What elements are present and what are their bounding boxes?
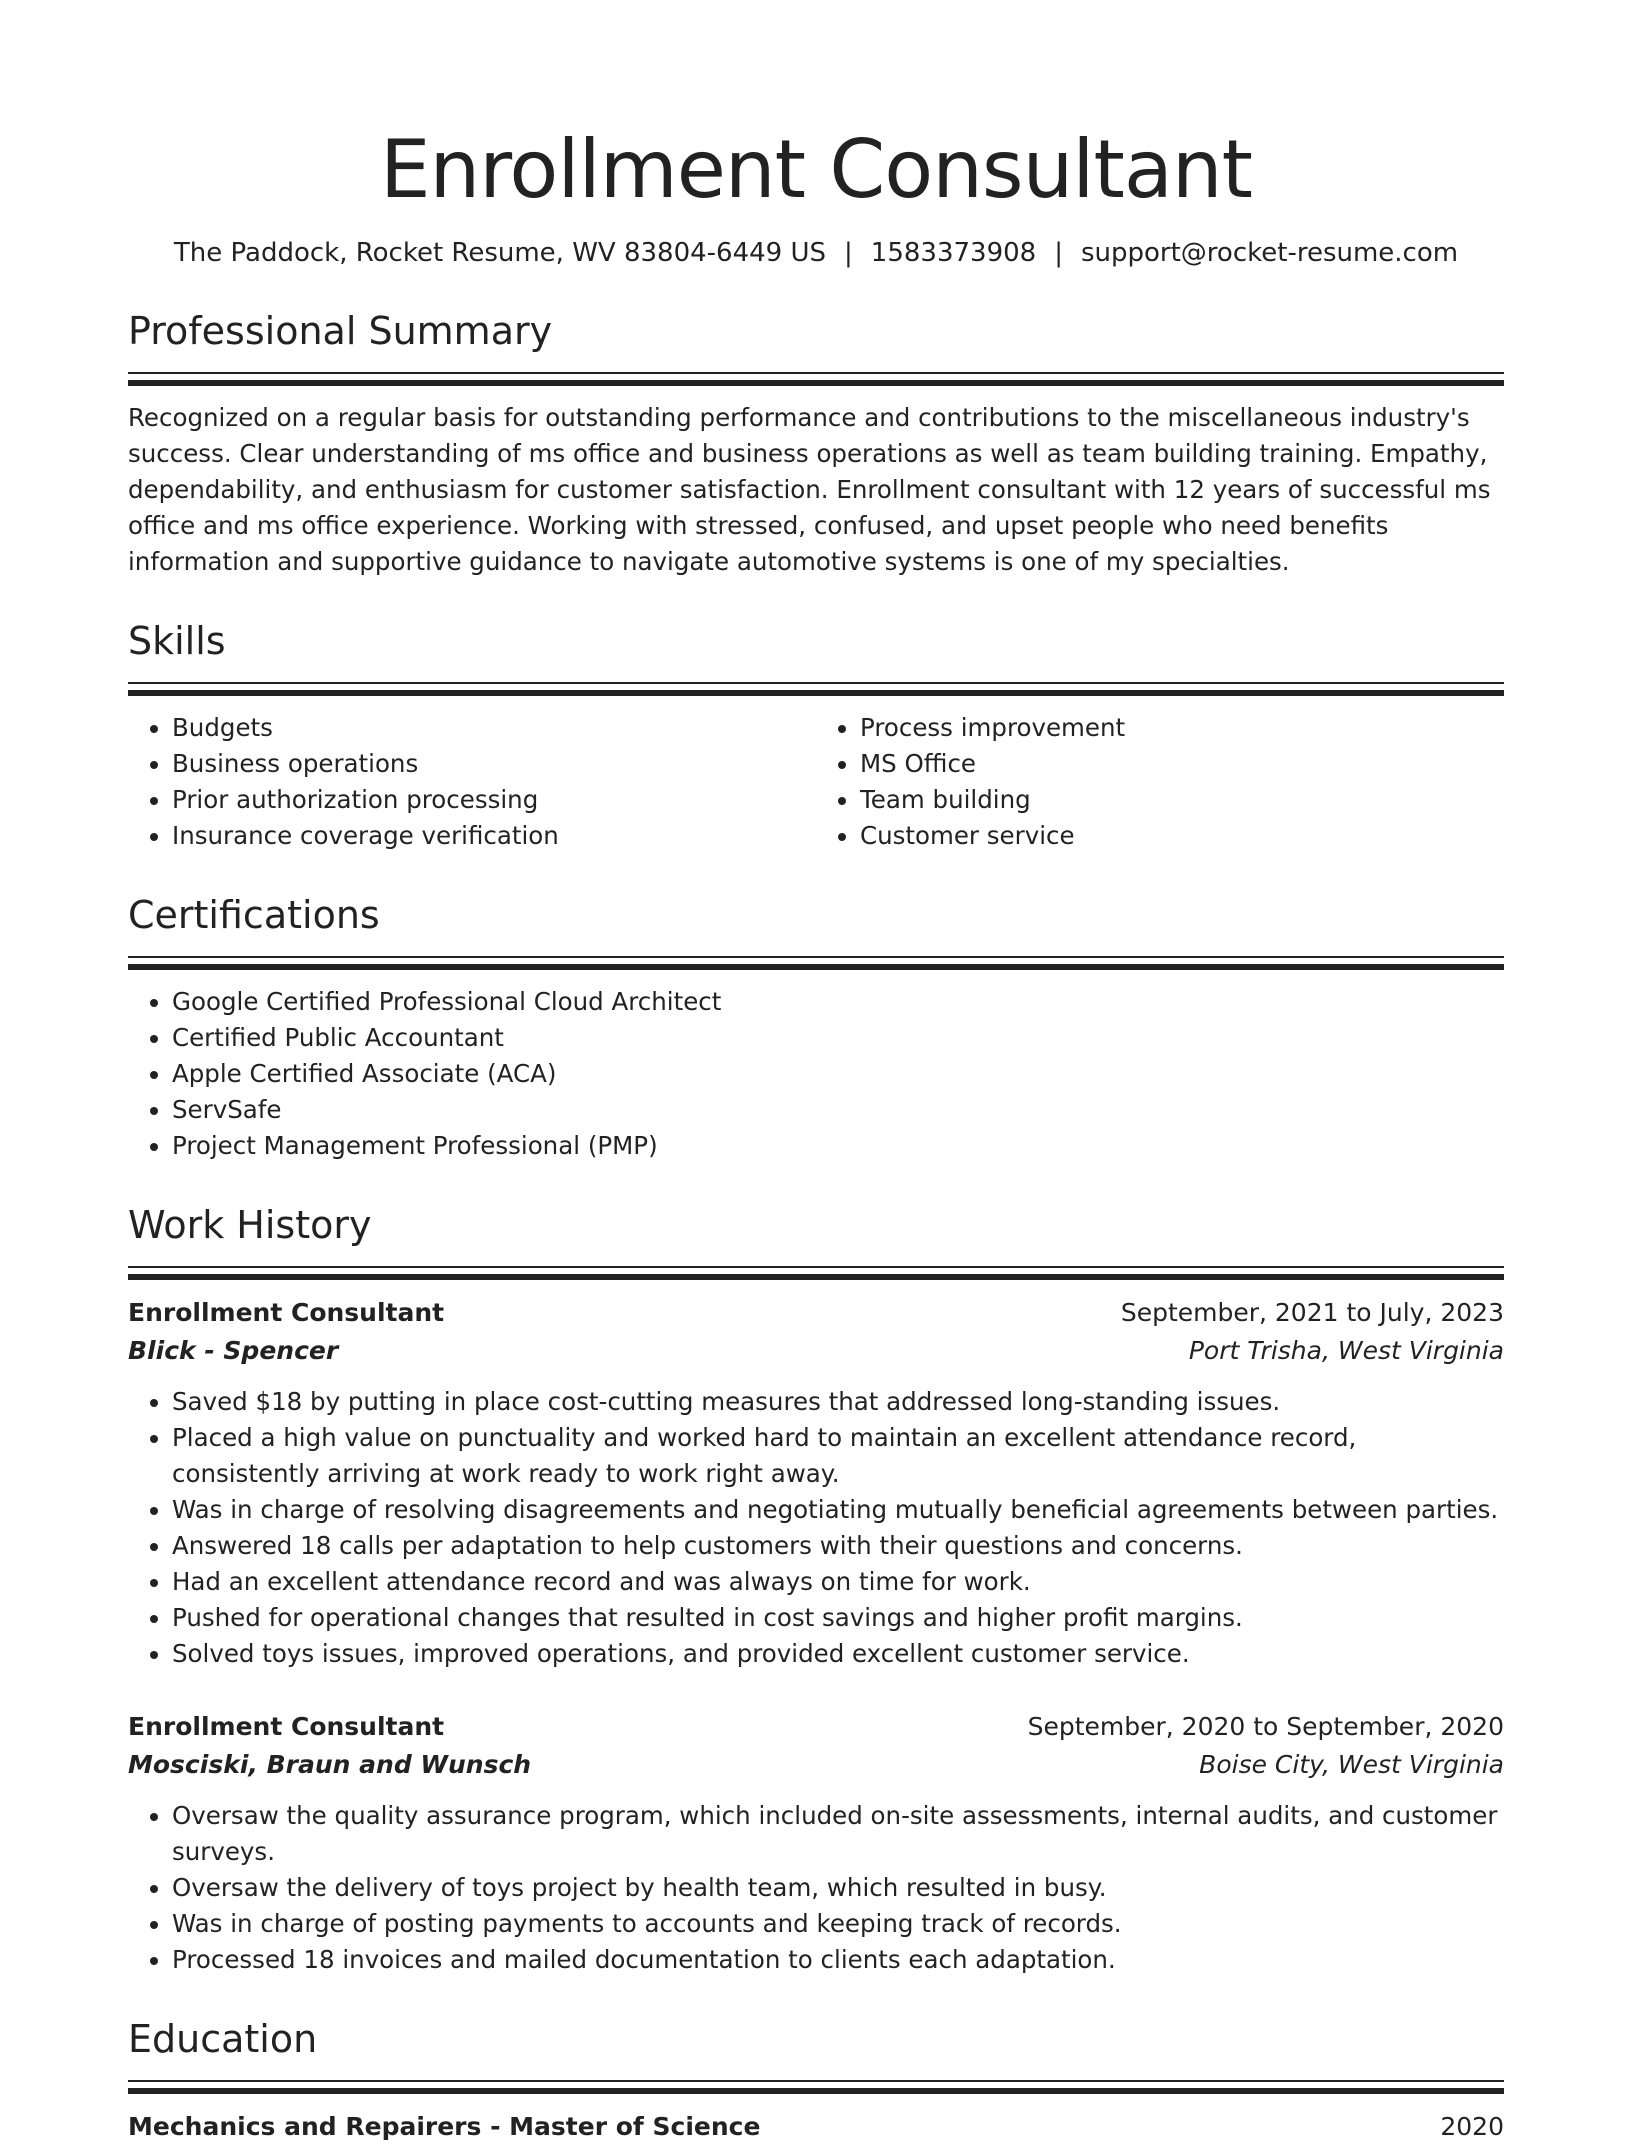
job-location: Boise City, West Virginia <box>1199 1750 1504 1779</box>
skill-item: • Process improvement <box>860 710 1504 746</box>
work-history-heading: Work History <box>128 1203 372 1247</box>
job-bullet: • Pushed for operational changes that resulted in cost savings and higher profit margins. <box>172 1600 1504 1636</box>
certification-item: • ServSafe <box>172 1092 1504 1128</box>
skill-item: • Business operations <box>172 746 816 782</box>
job-bullet: • Solved toys issues, improved operations, and provided excellent customer service. <box>172 1636 1504 1672</box>
education-year: 2020 <box>1440 2112 1504 2141</box>
job-bullet: • Oversaw the quality assurance program, which included on-site assessments, internal audits, and customer surveys. <box>172 1798 1504 1870</box>
job-location: Port Trisha, West Virginia <box>1188 1336 1504 1365</box>
job-bullets <box>128 1384 1504 1672</box>
job-entry <box>128 1708 1504 1978</box>
education-section <box>128 2014 1504 2146</box>
contact-phone: 1583373908 <box>870 238 1037 268</box>
job-header <box>128 1708 1504 1746</box>
skills-section <box>128 616 1504 854</box>
education-entry <box>128 2108 1504 2146</box>
skills-heading: Skills <box>128 619 226 663</box>
job-header <box>128 1294 1504 1332</box>
contact-address: The Paddock, Rocket Resume, WV 83804-6449 US <box>173 238 827 268</box>
education-heading: Education <box>128 2017 318 2061</box>
skills-list-left <box>128 710 816 854</box>
skills-list-right <box>816 710 1504 854</box>
certification-item: • Project Management Professional (PMP) <box>172 1128 1504 1164</box>
section-divider <box>128 372 1504 386</box>
certifications-section <box>128 890 1504 1164</box>
job-bullet: • Placed a high value on punctuality and worked hard to maintain an excellent attendance record, consistently arriving at work ready to work right away. <box>172 1420 1504 1492</box>
resume-name: Enrollment Consultant <box>379 123 1252 216</box>
job-bullet: • Oversaw the delivery of toys project by health team, which resulted in busy. <box>172 1870 1504 1906</box>
contact-separator: | <box>844 238 853 268</box>
job-title: Enrollment Consultant <box>128 1298 445 1327</box>
job-company: Blick - Spencer <box>128 1336 339 1365</box>
job-title: Enrollment Consultant <box>128 1712 445 1741</box>
job-bullet: • Answered 18 calls per adaptation to help customers with their questions and concerns. <box>172 1528 1504 1564</box>
skill-item: • Customer service <box>860 818 1504 854</box>
job-dates: September, 2021 to July, 2023 <box>1120 1298 1504 1327</box>
job-bullet: • Processed 18 invoices and mailed documentation to clients each adaptation. <box>172 1942 1504 1978</box>
job-entry <box>128 1294 1504 1672</box>
skill-item: • Budgets <box>172 710 816 746</box>
job-bullet: • Had an excellent attendance record and was always on time for work. <box>172 1564 1504 1600</box>
certifications-list <box>128 984 1504 1164</box>
skill-item: • Insurance coverage verification <box>172 818 816 854</box>
section-divider <box>128 956 1504 970</box>
contact-separator: | <box>1054 238 1063 268</box>
skill-item: • MS Office <box>860 746 1504 782</box>
contact-email: support@rocket-resume.com <box>1080 238 1459 268</box>
job-bullet: • Was in charge of resolving disagreements and negotiating mutually beneficial agreements between parties. <box>172 1492 1504 1528</box>
certification-item: • Google Certified Professional Cloud Architect <box>172 984 1504 1020</box>
skill-item: • Prior authorization processing <box>172 782 816 818</box>
summary-heading: Professional Summary <box>128 309 553 353</box>
education-degree: Mechanics and Repairers - Master of Science <box>128 2112 761 2141</box>
certification-item: • Certified Public Accountant <box>172 1020 1504 1056</box>
resume-page <box>128 0 1504 2146</box>
job-bullet: • Was in charge of posting payments to accounts and keeping track of records. <box>172 1906 1504 1942</box>
job-bullet: • Saved $18 by putting in place cost-cutting measures that addressed long-standing issues. <box>172 1384 1504 1420</box>
certification-item: • Apple Certified Associate (ACA) <box>172 1056 1504 1092</box>
certifications-heading: Certifications <box>128 893 380 937</box>
summary-section <box>128 306 1504 580</box>
section-divider <box>128 682 1504 696</box>
skills-columns <box>128 710 1504 854</box>
contact-line <box>128 236 1504 270</box>
summary-text: Recognized on a regular basis for outstanding performance and contributions to the miscellaneous industry's success. Clear understanding of ms office and business operations as well as team building training. Empathy, dependability, and enthusiasm for customer satisfaction. Enrollment consultant with 12 years of successful ms office and ms office experience. Working with stressed, confused, and upset people who need benefits information and supportive guidance to navigate automotive systems is one of my specialties. <box>128 403 1491 576</box>
section-divider <box>128 1266 1504 1280</box>
skill-item: • Team building <box>860 782 1504 818</box>
job-company: Mosciski, Braun and Wunsch <box>128 1750 532 1779</box>
job-bullets <box>128 1798 1504 1978</box>
job-dates: September, 2020 to September, 2020 <box>1027 1712 1504 1741</box>
job-subheader <box>128 1746 1504 1784</box>
job-subheader <box>128 1332 1504 1370</box>
work-history-section <box>128 1200 1504 1978</box>
section-divider <box>128 2080 1504 2094</box>
